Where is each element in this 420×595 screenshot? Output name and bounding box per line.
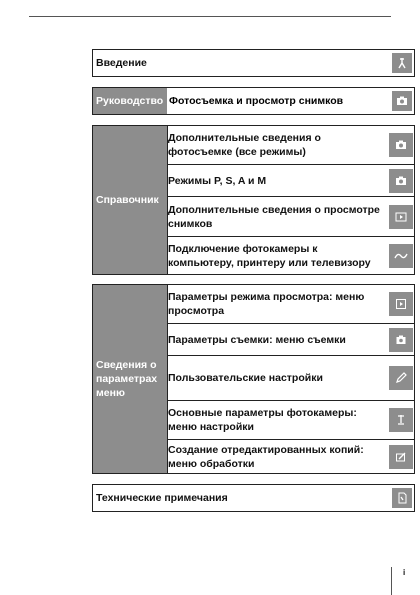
reference-item-text: Дополнительные сведения о просмотре снимков <box>168 203 380 230</box>
menus-item-3[interactable] <box>167 401 415 439</box>
reference-item-3[interactable] <box>167 237 415 274</box>
camera-icon <box>389 133 413 157</box>
guide-item[interactable] <box>167 88 414 114</box>
reference-item-2[interactable] <box>167 197 415 236</box>
guide-label-cell <box>93 88 167 114</box>
menus-item-4[interactable] <box>167 440 415 473</box>
menus-item-1[interactable] <box>167 324 415 355</box>
menus-item-text: Пользовательские настройки <box>168 372 323 384</box>
reference-item-text: Дополнительные сведения о фотосъемке (все режимы) <box>168 132 321 158</box>
pencil-icon <box>389 366 413 390</box>
page-number: i <box>403 568 406 577</box>
reference-item-1[interactable] <box>167 165 415 196</box>
retouch-icon <box>389 445 413 469</box>
section-intro[interactable] <box>92 49 415 77</box>
guide-label: Руководство <box>96 95 164 107</box>
reference-label: Справочник <box>96 194 159 206</box>
shooting-menu-icon <box>389 328 413 352</box>
menus-item-text: Параметры съемки: меню съемки <box>168 333 346 346</box>
menus-item-text: Создание отредактированных копий: меню обработки <box>168 443 364 470</box>
playback-icon <box>389 205 413 229</box>
menus-item-text: Параметры режима просмотра: меню просмотра <box>168 291 365 317</box>
camera-icon <box>392 91 412 111</box>
guide-item-text: Фотосъемка и просмотр снимков <box>169 95 344 107</box>
reference-item-0[interactable] <box>167 126 415 164</box>
tripod-icon <box>392 53 412 73</box>
page-edge-rule <box>391 567 392 595</box>
connection-icon <box>389 244 413 268</box>
section-tech[interactable] <box>92 484 415 512</box>
menus-label-cell <box>93 285 167 473</box>
camera-icon <box>389 169 413 193</box>
intro-label: Введение <box>96 57 147 69</box>
top-rule <box>29 16 391 17</box>
reference-item-text: Режимы P, S, A и M <box>168 174 267 187</box>
menus-item-0[interactable] <box>167 285 415 323</box>
menus-item-2[interactable] <box>167 356 415 400</box>
menus-label: Сведения о параметрах меню <box>96 359 158 399</box>
section-guide[interactable] <box>92 87 415 115</box>
tech-label: Технические примечания <box>96 492 228 504</box>
reference-item-text: Подключение фотокамеры к компьютеру, принтеру или телевизору <box>168 242 371 269</box>
wrench-icon <box>389 408 413 432</box>
reference-label-cell <box>93 126 167 274</box>
playback-menu-icon <box>389 292 413 316</box>
menus-item-text: Основные параметры фотокамеры: меню настройки <box>168 407 357 433</box>
notes-icon <box>392 488 412 508</box>
